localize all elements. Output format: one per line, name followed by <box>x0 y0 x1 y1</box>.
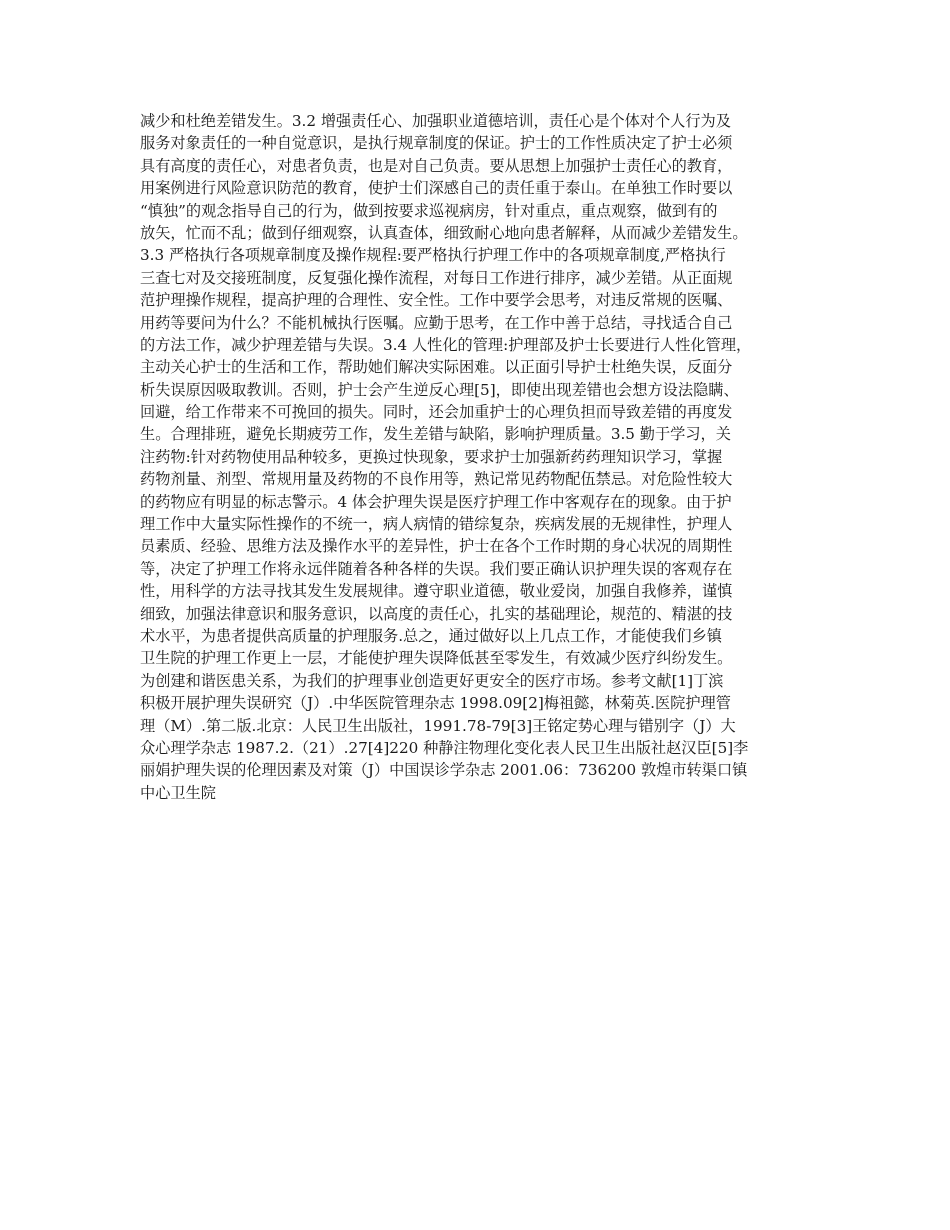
text-line: 用药等要问为什么？不能机械执行医嘱。应勤于思考，在工作中善于总结，寻找适合自己 <box>140 313 733 332</box>
text-line: 性，用科学的方法寻找其发生发展规律。遵守职业道德，敬业爱岗，加强自我修养，谨慎 <box>140 582 733 601</box>
text-line: 服务对象责任的一种自觉意识，是执行规章制度的保证。护士的工作性质决定了护士必须 <box>140 134 733 153</box>
text-line: 用案例进行风险意识防范的教育，使护士们深感自己的责任重于泰山。在单独工作时要以 <box>140 179 733 198</box>
text-line: 细致，加强法律意识和服务意识，以高度的责任心，扎实的基础理论，规范的、精湛的技 <box>140 604 733 623</box>
text-line: 员素质、经验、思维方法及操作水平的差异性，护士在各个工作时期的身心状况的周期性 <box>140 537 733 556</box>
text-line: 三查七对及交接班制度，反复强化操作流程，对每日工作进行排序，减少差错。从正面规 <box>140 268 733 287</box>
text-line: 丽娟护理失误的伦理因素及对策（J）中国误诊学杂志 2001.06：736200 敦煌市转渠口镇 <box>140 761 748 780</box>
text-line: 的药物应有明显的标志警示。4 体会护理失误是医疗护理工作中客观存在的现象。由于护 <box>140 492 732 511</box>
text-line: 中心卫生院 <box>140 783 216 802</box>
text-line: 注药物:针对药物使用品种较多，更换过快现象，要求护士加强新药药理知识学习，掌握 <box>140 447 723 466</box>
text-line: 为创建和谐医患关系，为我们的护理事业创造更好更安全的医疗市场。参考文献[1]丁滨 <box>140 671 724 690</box>
text-line: 生。合理排班，避免长期疲劳工作，发生差错与缺陷，影响护理质量。3.5 勤于学习，关 <box>140 425 731 444</box>
text-line: 积极开展护理失误研究（J）.中华医院管理杂志 1998.09[2]梅祖懿，林菊英.医院护理管 <box>140 694 731 713</box>
text-line: 具有高度的责任心，对患者负责，也是对自己负责。要从思想上加强护士责任心的教育， <box>140 156 733 175</box>
text-line: 3.3 严格执行各项规章制度及操作规程:要严格执行护理工作中的各项规章制度,严格执行 <box>140 246 726 265</box>
text-line: “慎独”的观念指导自己的行为，做到按要求巡视病房，针对重点，重点观察，做到有的 <box>140 201 718 220</box>
text-line: 理（M）.第二版.北京：人民卫生出版社，1991.78-79[3]王铭定势心理与错别字（J）大 <box>140 716 736 735</box>
text-line: 药物剂量、剂型、常规用量及药物的不良作用等，熟记常见药物配伍禁忌。对危险性较大 <box>140 470 733 489</box>
body-text <box>140 110 830 804</box>
text-line: 众心理学杂志 1987.2.（21）.27[4]220 种静注物理化变化表人民卫生出版社赵汉臣[5]李 <box>140 738 749 757</box>
text-line: 减少和杜绝差错发生。3.2 增强责任心、加强职业道德培训，责任心是个体对个人行为及 <box>140 112 731 130</box>
text-line: 放矢，忙而不乱；做到仔细观察，认真查体，细致耐心地向患者解释，从而减少差错发生。 <box>140 223 748 242</box>
text-line: 的方法工作，减少护理差错与失误。3.4 人性化的管理:护理部及护士长要进行人性化管理， <box>140 335 752 354</box>
text-line: 回避，给工作带来不可挽回的损失。同时，还会加重护士的心理负担而导致差错的再度发 <box>140 403 733 422</box>
text-line: 术水平，为患者提供高质量的护理服务.总之，通过做好以上几点工作，才能使我们乡镇 <box>140 626 722 645</box>
text-line: 卫生院的护理工作更上一层，才能使护理失误降低甚至零发生，有效减少医疗纠纷发生。 <box>140 649 733 668</box>
text-line: 范护理操作规程，提高护理的合理性、安全性。工作中要学会思考，对违反常规的医嘱、 <box>140 291 733 310</box>
text-line: 等，决定了护理工作将永远伴随着各种各样的失误。我们要正确认识护理失误的客观存在 <box>140 559 733 578</box>
text-line: 主动关心护士的生活和工作，帮助她们解决实际困难。以正面引导护士杜绝失误，反面分 <box>140 358 733 377</box>
text-line: 析失误原因吸取教训。否则，护士会产生逆反心理[5]，即使出现差错也会想方设法隐瞒、 <box>140 380 739 399</box>
text-line: 理工作中大量实际性操作的不统一，病人病情的错综复杂，疾病发展的无规律性，护理人 <box>140 515 733 534</box>
